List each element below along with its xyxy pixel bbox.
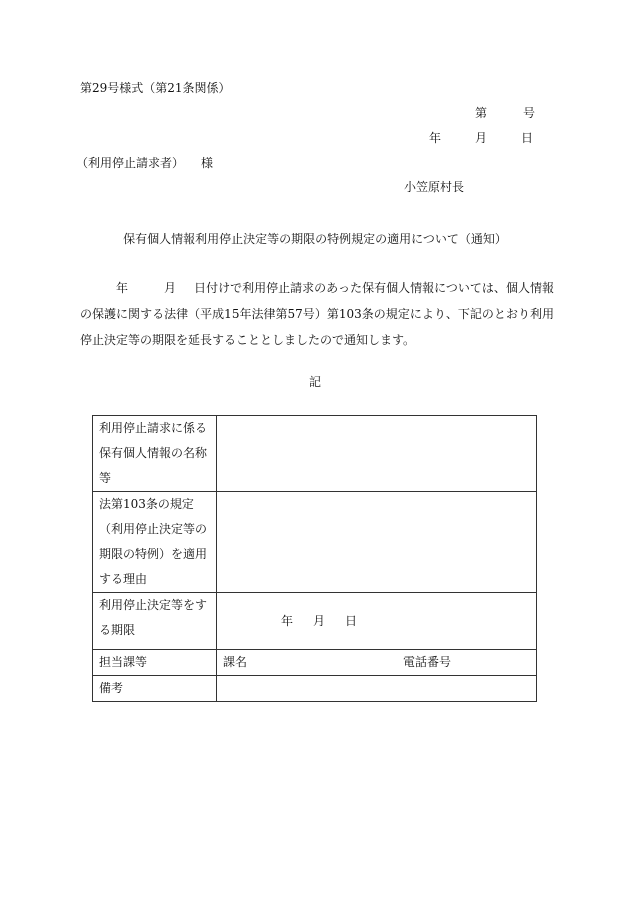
row-label-section: 担当課等 xyxy=(93,650,217,676)
form-number: 第29号様式（第21条関係） xyxy=(80,81,231,95)
row-label-deadline: 利用停止決定等をする期限 xyxy=(93,593,217,650)
details-table xyxy=(92,415,537,702)
document-number xyxy=(475,106,535,120)
number-go: 号 xyxy=(523,106,536,120)
body-content: 日付けで利用停止請求のあった保有個人情報については、個人情報の保護に関する法律（平成15年法律第57号）第103条の規定により、下記のとおり利用停止決定等の期限を延長することとしましたので通知します。 xyxy=(80,281,554,347)
body-text xyxy=(80,275,554,353)
row-label-info-name: 利用停止請求に係る保有個人情報の名称等 xyxy=(93,416,217,492)
body-month: 月 xyxy=(164,281,177,295)
row-value-remarks xyxy=(217,676,537,702)
recipient-name: （利用停止請求者） xyxy=(76,156,185,170)
row-value-info-name xyxy=(217,416,537,492)
recipient-honorific: 様 xyxy=(201,156,214,170)
row-label-remarks: 備考 xyxy=(93,676,217,702)
date-month: 月 xyxy=(475,131,488,145)
document-date xyxy=(429,131,533,145)
number-dai: 第 xyxy=(475,106,488,120)
row-value-section xyxy=(217,650,537,676)
issuer: 小笠原村長 xyxy=(404,180,465,194)
date-year: 年 xyxy=(429,131,442,145)
section-name-label: 課名 xyxy=(223,655,248,669)
date-day: 日 xyxy=(521,131,534,145)
body-year: 年 xyxy=(116,281,129,295)
deadline-month: 月 xyxy=(313,614,326,628)
row-value-deadline xyxy=(217,593,537,650)
recipient xyxy=(76,156,213,170)
document-title: 保有個人情報利用停止決定等の期限の特例規定の適用について（通知） xyxy=(123,232,507,246)
row-label-reason: 法第103条の規定（利用停止決定等の期限の特例）を適用する理由 xyxy=(93,492,217,593)
table-row xyxy=(93,416,537,492)
row-value-reason xyxy=(217,492,537,593)
ki-heading: 記 xyxy=(308,375,321,389)
deadline-day: 日 xyxy=(345,614,358,628)
table-row xyxy=(93,492,537,593)
table-row xyxy=(93,650,537,676)
table-row xyxy=(93,593,537,650)
phone-label: 電話番号 xyxy=(403,655,452,669)
table-row xyxy=(93,676,537,702)
deadline-year: 年 xyxy=(281,614,294,628)
deadline-date xyxy=(223,609,530,634)
